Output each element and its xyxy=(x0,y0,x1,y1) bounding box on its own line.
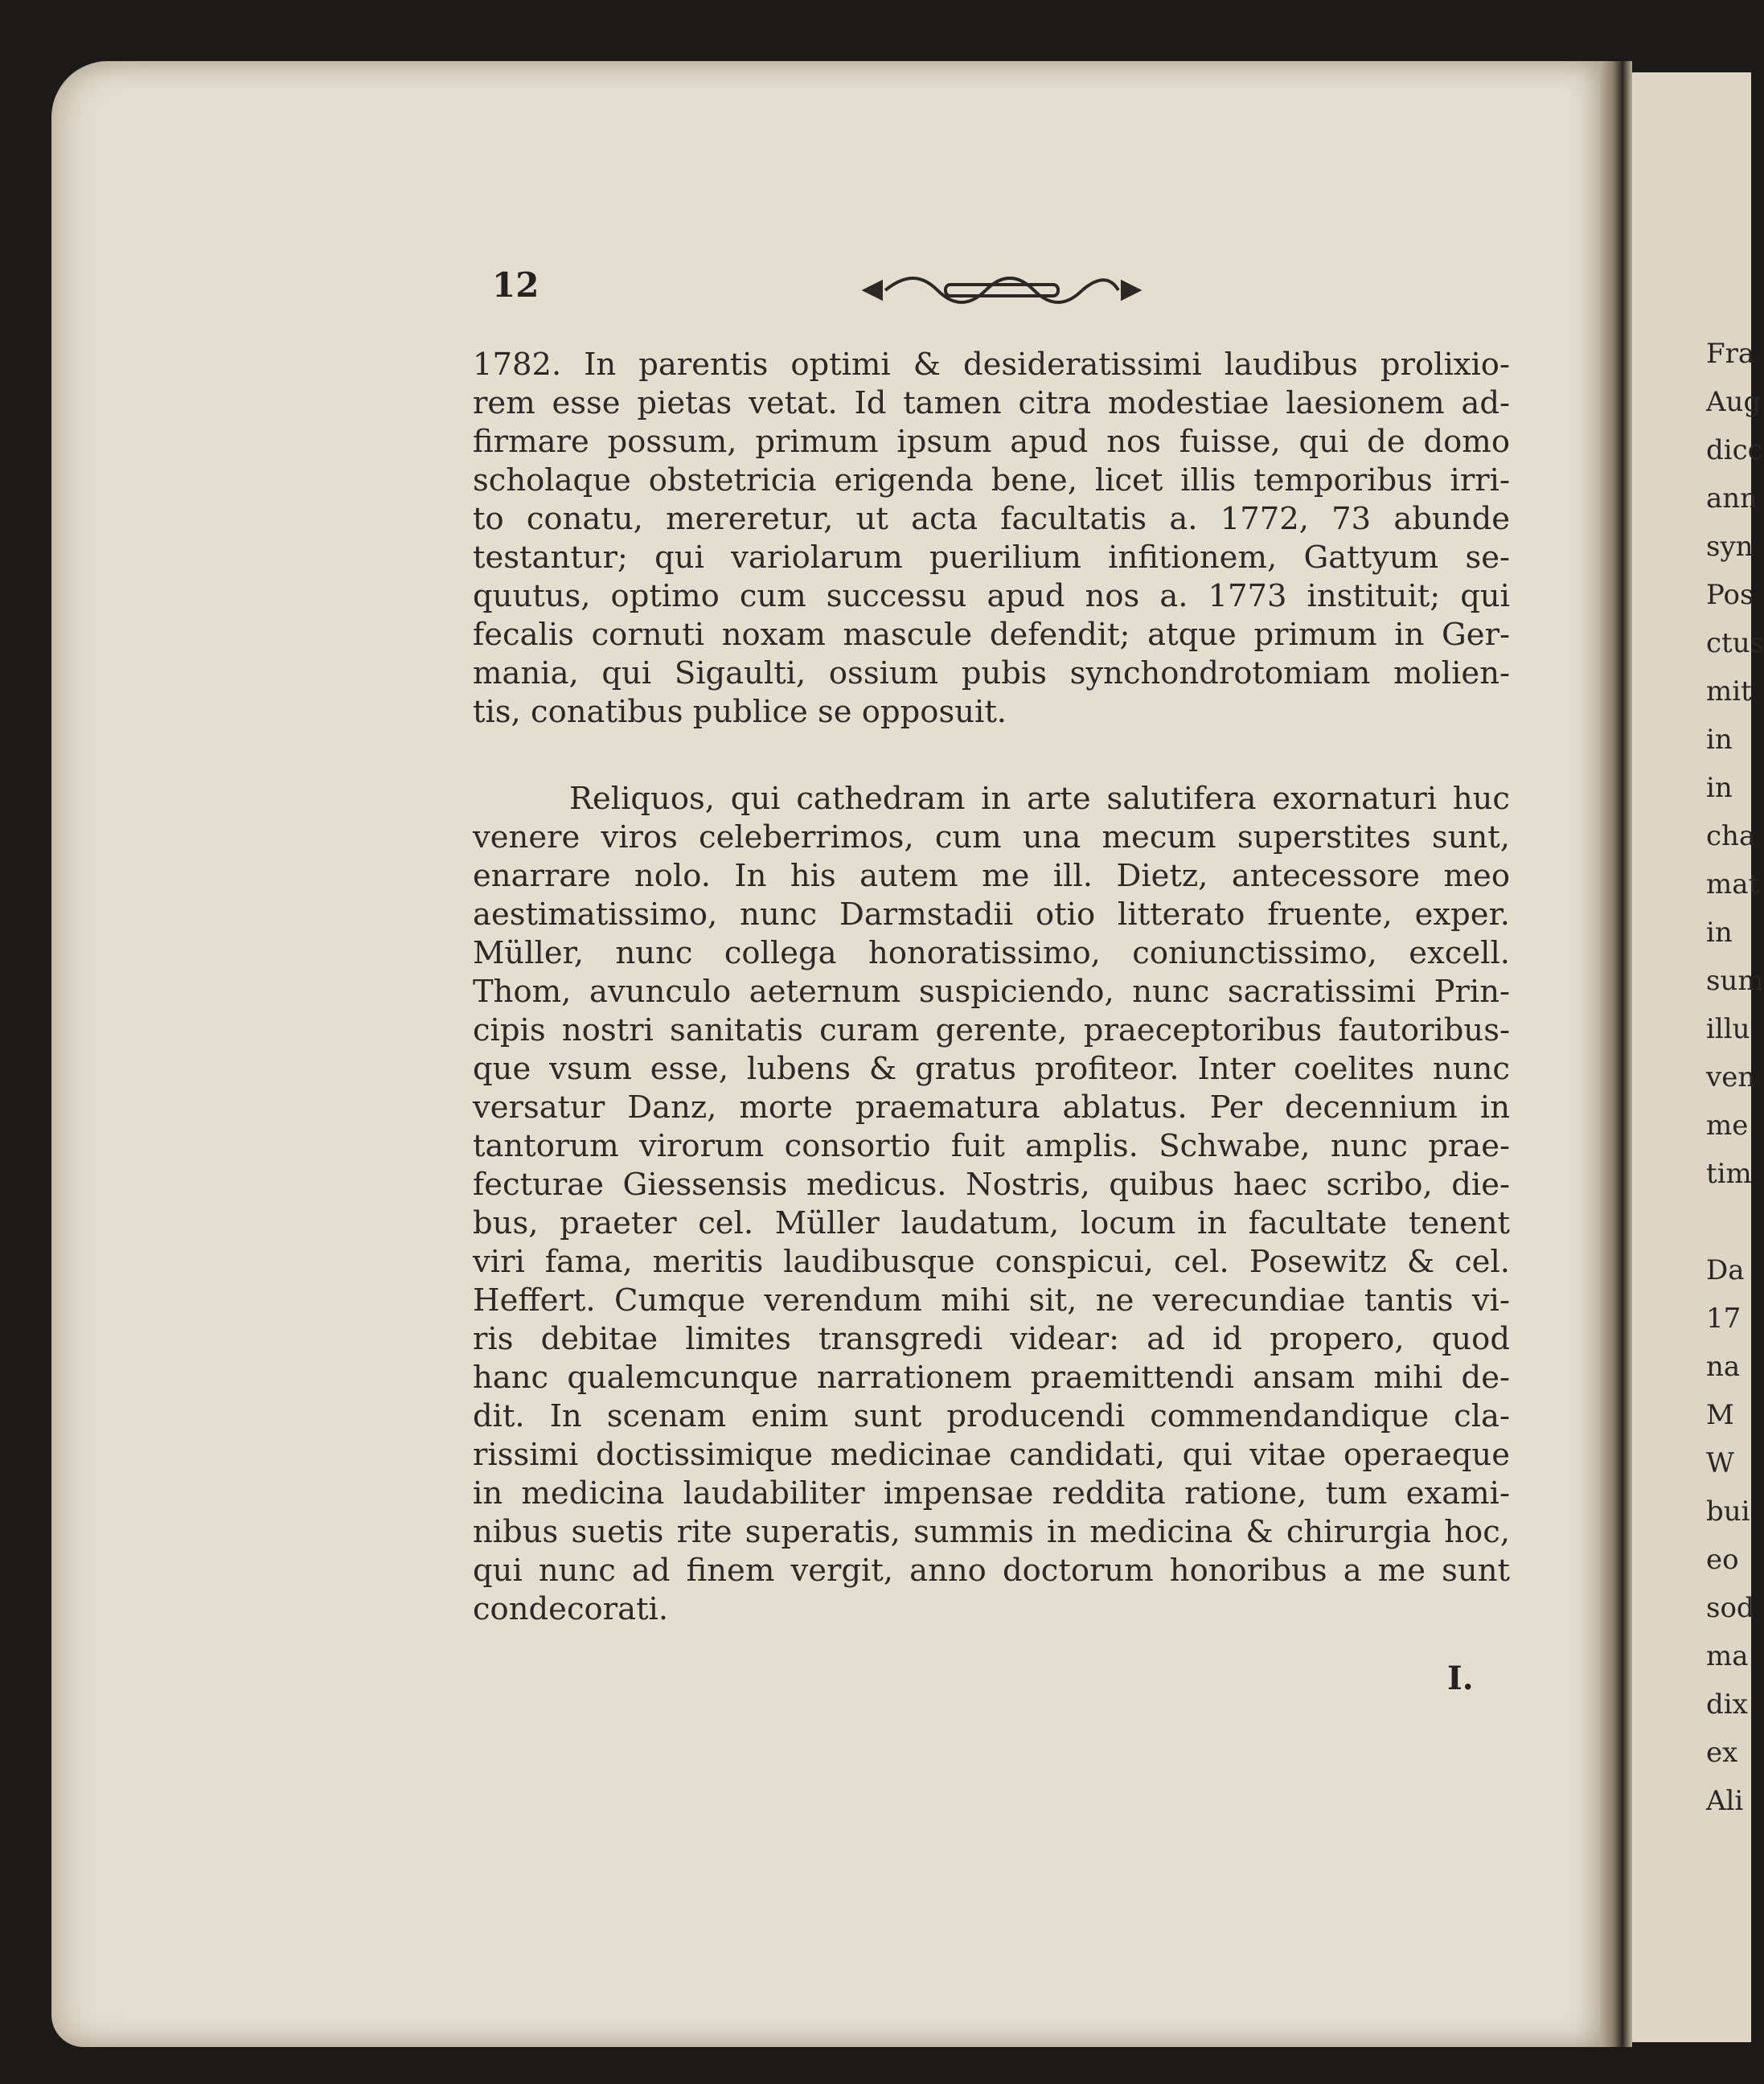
text-line: Müller, nunc collega honoratissimo, coniunctissimo, excell. xyxy=(473,935,1510,971)
text-line: in medicina laudabiliter impensae reddita ratione, tum exami- xyxy=(473,1475,1510,1512)
facing-page-fragment: Fra xyxy=(1706,338,1755,370)
facing-page-fragment: ven xyxy=(1706,1061,1756,1093)
facing-page-fragment: in xyxy=(1706,724,1733,756)
facing-page-fragment: tim xyxy=(1706,1158,1752,1190)
text-line: Heffert. Cumque verendum mihi sit, ne verecundiae tantis vi- xyxy=(473,1282,1510,1319)
facing-page-fragment: ma xyxy=(1706,1640,1749,1672)
text-line: dit. In scenam enim sunt producendi commendandique cla- xyxy=(473,1398,1510,1434)
text-line: firmare possum, primum ipsum apud nos fuisse, qui de domo xyxy=(473,424,1510,460)
facing-page-fragment: eo xyxy=(1706,1544,1739,1576)
facing-page-fragment: W xyxy=(1706,1447,1734,1479)
book-page-right xyxy=(1632,72,1764,2042)
text-line: viri fama, meritis laudibusque conspicui, cel. Posewitz & cel. xyxy=(473,1244,1510,1280)
text-line: tantorum virorum consortio fuit amplis. Schwabe, nunc prae- xyxy=(473,1128,1510,1164)
text-line: ris debitae limites transgredi videar: ad id propero, quod xyxy=(473,1321,1510,1357)
facing-page-fragment: illu xyxy=(1706,1013,1750,1045)
decorative-ornament-icon xyxy=(857,270,1147,310)
text-line: qui nunc ad finem vergit, anno doctorum honoribus a me sunt xyxy=(473,1553,1510,1589)
text-line: rem esse pietas vetat. Id tamen citra modestiae laesionem ad- xyxy=(473,385,1510,421)
facing-page-fragment: na xyxy=(1706,1351,1741,1383)
text-line: 1782. In parentis optimi & desideratissimi laudibus prolixio- xyxy=(473,347,1510,383)
catchword: I. xyxy=(1447,1659,1474,1697)
facing-page-fragment: Pos xyxy=(1706,579,1754,611)
text-line: versatur Danz, morte praematura ablatus. Per decennium in xyxy=(473,1089,1510,1126)
facing-page-fragment: M xyxy=(1706,1399,1734,1431)
text-line: rissimi doctissimique medicinae candidati, qui vitae operaeque xyxy=(473,1437,1510,1473)
facing-page-fragment: me xyxy=(1706,1110,1749,1142)
text-line: tis, conatibus publice se opposuit. xyxy=(473,694,1007,730)
text-line: nibus suetis rite superatis, summis in medicina & chirurgia hoc, xyxy=(473,1514,1510,1550)
page-edge xyxy=(58,71,92,2033)
text-line: scholaque obstetricia erigenda bene, licet illis temporibus irri- xyxy=(473,462,1510,498)
book-gutter xyxy=(1600,61,1632,2047)
text-line: venere viros celeberrimos, cum una mecum superstites sunt, xyxy=(473,819,1510,855)
facing-page-fragment: 17 xyxy=(1706,1302,1741,1335)
text-line: to conatu, mereretur, ut acta facultatis a. 1772, 73 abunde xyxy=(473,501,1510,537)
facing-page-fragment: ex xyxy=(1706,1737,1738,1769)
text-line: bus, praeter cel. Müller laudatum, locum in facultate tenent xyxy=(473,1205,1510,1241)
facing-page-fragment: Da xyxy=(1706,1254,1745,1286)
facing-page-fragment: in xyxy=(1706,772,1733,804)
text-line: fecalis cornuti noxam mascule defendit; atque primum in Ger- xyxy=(473,617,1510,653)
facing-page-fragment: ann xyxy=(1706,482,1758,515)
text-line: testantur; qui variolarum puerilium infitionem, Gattyum se- xyxy=(473,539,1510,576)
facing-page-fragment: mat xyxy=(1706,868,1760,900)
facing-page-fragment: in xyxy=(1706,917,1733,949)
text-line: condecorati. xyxy=(473,1591,669,1627)
facing-page-fragment: cha xyxy=(1706,820,1756,852)
facing-page-fragment: mit xyxy=(1706,675,1752,708)
facing-page-fragment: ctus xyxy=(1706,627,1764,659)
text-line: Reliquos, qui cathedram in arte salutifera exornaturi huc xyxy=(569,781,1510,817)
text-line: cipis nostri sanitatis curam gerente, praeceptoribus fautoribus- xyxy=(473,1012,1510,1048)
text-line: Thom, avunculo aeternum suspiciendo, nunc sacratissimi Prin- xyxy=(473,974,1510,1010)
text-line: mania, qui Sigaulti, ossium pubis synchondrotomiam molien- xyxy=(473,655,1510,691)
text-line: aestimatissimo, nunc Darmstadii otio litterato fruente, exper. xyxy=(473,896,1510,933)
facing-page-fragment: sod xyxy=(1706,1592,1754,1624)
facing-page-fragment: Aug xyxy=(1706,386,1762,418)
facing-page-fragment: dix xyxy=(1706,1688,1748,1721)
facing-page-fragment: dicc xyxy=(1706,434,1763,466)
text-line: enarrare nolo. In his autem me ill. Dietz, antecessore meo xyxy=(473,858,1510,894)
page-number: 12 xyxy=(492,265,539,305)
text-line: hanc qualemcunque narrationem praemittendi ansam mihi de- xyxy=(473,1360,1510,1396)
text-line: quutus, optimo cum successu apud nos a. 1773 instituit; qui xyxy=(473,578,1510,614)
facing-page-fragment: Ali xyxy=(1706,1785,1744,1817)
text-line: que vsum esse, lubens & gratus profiteor. Inter coelites nunc xyxy=(473,1051,1510,1087)
facing-page-fragment: sum xyxy=(1706,965,1764,997)
text-line: fecturae Giessensis medicus. Nostris, quibus haec scribo, die- xyxy=(473,1167,1510,1203)
facing-page-fragment: syn xyxy=(1706,531,1754,563)
facing-page-fragment: bui xyxy=(1706,1495,1750,1528)
